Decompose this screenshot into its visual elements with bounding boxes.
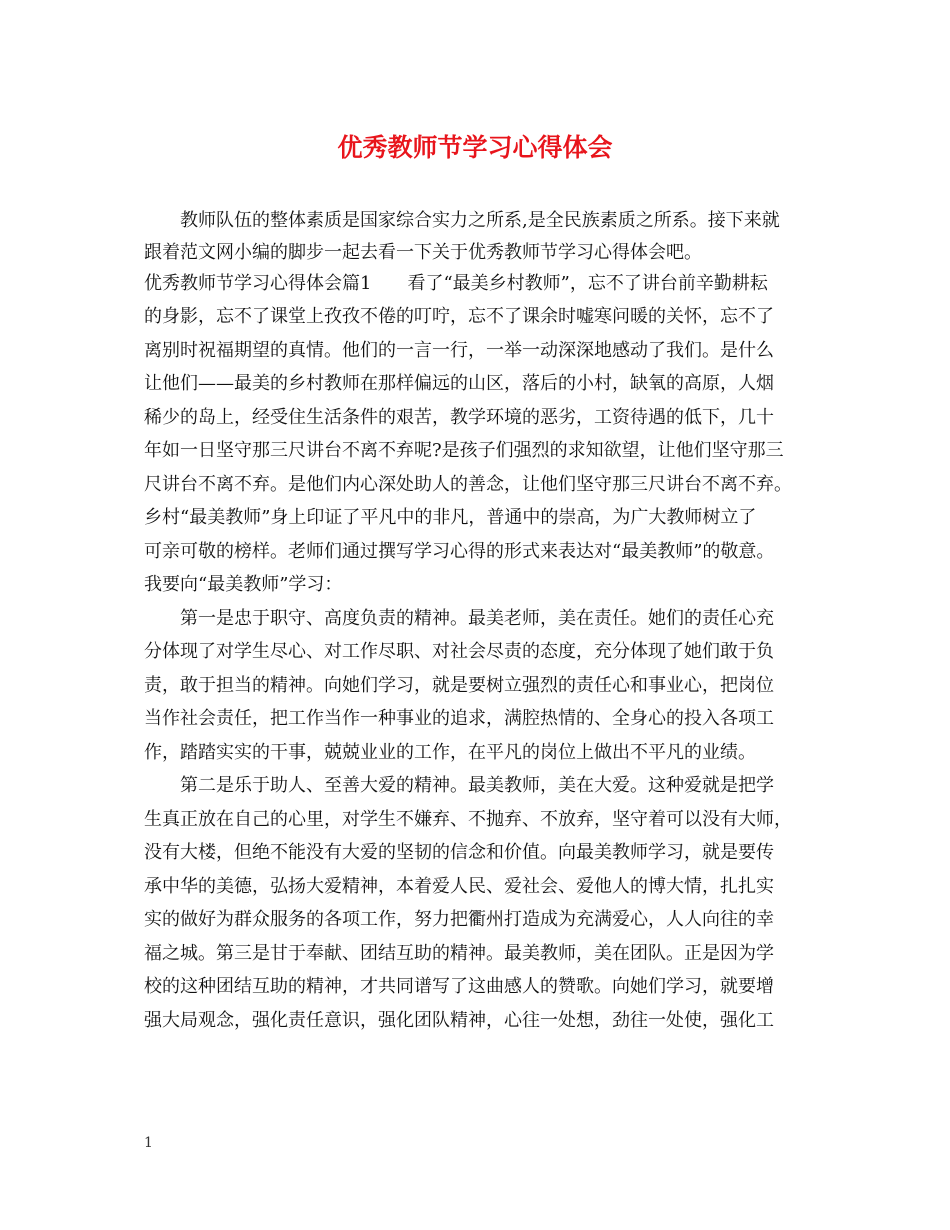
text-line: 离别时祝福期望的真情。他们的一言一行，一举一动深深地感动了我们。是什么 bbox=[144, 339, 774, 361]
text-line: 教师队伍的整体素质是国家综合实力之所系,是全民族素质之所系。接下来就 bbox=[180, 210, 780, 231]
text-line: 尺讲台不离不弃。是他们内心深处助人的善念，让他们坚守那三尺讲台不离不弃。 bbox=[144, 473, 792, 495]
text-line: 第一是忠于职守、高度负责的精神。最美老师，美在责任。她们的责任心充 bbox=[180, 607, 774, 629]
text-line: 跟着范文网小编的脚步一起去看一下关于优秀教师节学习心得体会吧。 bbox=[144, 241, 702, 263]
page-number: 1 bbox=[144, 1135, 153, 1151]
text-line: 作，踏踏实实的干事，兢兢业业的工作，在平凡的岗位上做出不平凡的业绩。 bbox=[144, 741, 756, 763]
text-line: 没有大楼，但绝不能没有大爱的坚韧的信念和价值。向最美教师学习，就是要传 bbox=[144, 842, 774, 863]
text-line: 稀少的岛上，经受住生活条件的艰苦，教学环境的恶劣，工资待遇的低下，几十 bbox=[144, 406, 774, 428]
document-title: 优秀教师节学习心得体会 bbox=[337, 133, 613, 162]
document-body bbox=[144, 204, 826, 1037]
text-line: 承中华的美德，弘扬大爱精神，本着爱人民、爱社会、爱他人的博大情，扎扎实 bbox=[144, 875, 774, 897]
text-line: 的身影，忘不了课堂上孜孜不倦的叮咛，忘不了课余时嘘寒问暖的关怀，忘不了 bbox=[144, 306, 774, 327]
text-line: 责，敢于担当的精神。向她们学习，就是要树立强烈的责任心和事业心，把岗位 bbox=[144, 674, 774, 696]
text-line: 优秀教师节学习心得体会篇1 看了“最美乡村教师”，忘不了讲台前辛勤耕耘 bbox=[144, 272, 768, 294]
text-line: 第二是乐于助人、至善大爱的精神。最美教师，美在大爱。这种爱就是把学 bbox=[180, 775, 774, 796]
text-line: 福之城。第三是甘于奉献、团结互助的精神。最美教师，美在团队。正是因为学 bbox=[144, 942, 774, 964]
text-line: 校的这种团结互助的精神，才共同谱写了这曲感人的赞歌。向她们学习，就要增 bbox=[144, 976, 774, 997]
text-line: 分体现了对学生尽心、对工作尽职、对社会尽责的态度，充分体现了她们敢于负 bbox=[144, 641, 774, 662]
text-line: 我要向“最美教师”学习： bbox=[144, 574, 343, 595]
text-line: 可亲可敬的榜样。老师们通过撰写学习心得的形式来表达对“最美教师”的敬意。 bbox=[144, 540, 775, 562]
text-line: 实的做好为群众服务的各项工作，努力把衢州打造成为充满爱心，人人向往的幸 bbox=[144, 909, 774, 930]
text-line: 强大局观念，强化责任意识，强化团队精神，心往一处想，劲往一处使，强化工 bbox=[144, 1009, 774, 1031]
text-line: 年如一日坚守那三尺讲台不离不弃呢?是孩子们强烈的求知欲望，让他们坚守那三 bbox=[144, 440, 784, 461]
text-line: 乡村“最美教师”身上印证了平凡中的非凡，普通中的崇高，为广大教师树立了 bbox=[144, 507, 757, 528]
text-line: 生真正放在自己的心里，对学生不嫌弃、不抛弃、不放弃，坚守着可以没有大师， bbox=[144, 808, 792, 830]
text-line: 当作社会责任，把工作当作一种事业的追求，满腔热情的、全身心的投入各项工 bbox=[144, 708, 774, 729]
text-line: 让他们——最美的乡村教师在那样偏远的山区，落后的小村，缺氧的高原，人烟 bbox=[144, 373, 774, 394]
